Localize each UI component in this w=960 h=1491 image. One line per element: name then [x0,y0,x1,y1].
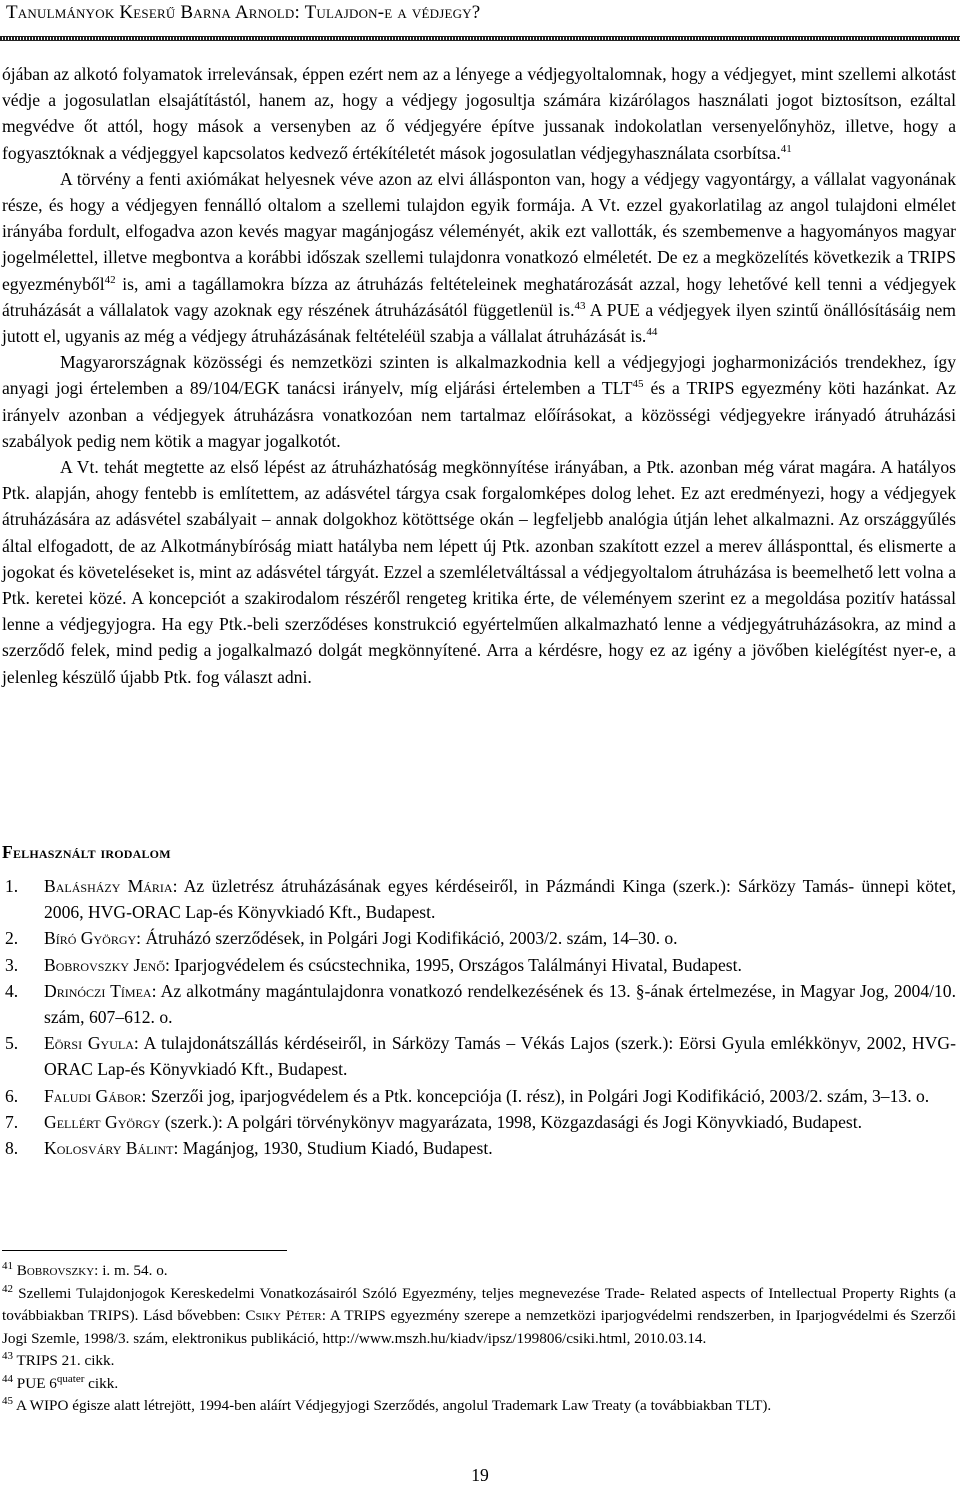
reference-item [2,1083,956,1109]
footnote-ref-43[interactable]: 43 [574,299,586,312]
reference-text: (szerk.): A polgári törvénykönyv magyarázata, 1998, Közgazdasági és Jogi Könyvkiadó, Budapest. [160,1111,863,1132]
running-header [6,2,480,24]
footnote-45 [2,1395,956,1418]
reference-author: Kolosváry Bálint: [44,1138,179,1159]
reference-author: Gellért György [44,1111,161,1132]
footnote-number: 44 [2,1372,13,1385]
footnote-number: 42 [2,1282,13,1295]
reference-item [2,952,956,978]
reference-number: 8. [5,1138,19,1159]
reference-number: 4. [5,980,19,1001]
footnote-text: TRIPS 21. cikk. [13,1352,115,1369]
reference-number: 6. [5,1085,19,1106]
paragraph-4 [2,454,956,690]
footnote-text: i. m. 54. o. [98,1262,168,1279]
reference-item [2,1109,956,1135]
reference-text: A tulajdonátszállás kérdéseiről, in Sárközy Tamás – Vékás Lajos (szerk.): Eörsi Gyula emlékkönyv, 2002, HVG-ORAC Lap-és Könyvkiadó Kft., Budapest. [44,1033,956,1080]
footnote-ref-45[interactable]: 45 [632,378,644,391]
footnote-ref-41[interactable]: 41 [780,142,792,155]
running-title: Tanulmányok Keserű Barna Arnold: Tulajdon-e a védjegy? [6,2,481,23]
paragraph-3-text-b: és a TRIPS egyezmény köti hazánkat. Az irányelv azonban a védjegyek átruházásra vonatkozóan nem tartalmaz előírásokat, a közösségi védjegyekre irányadó átruházási szabályok pedig nem kötik a magyar jogalkotót. [2,378,956,451]
paragraph-2-text-a: A törvény a fenti axiómákat helyesnek véve azon az elvi állásponton van, hogy a védjegy vagyontárgy, a vállalat vagyonának része, és hogy a védjegyen fennálló oltalom a szellemi tulajdon egyik formája. A Vt. ezzel gyakorlatilag az angol tulajdoni elmélet irányába fordult, elfogadva azon kevés magyar magánjogász véleményét, akik ezt vallották, és szembemenve a hagyományos magyar jogelmélettel, illetve megbontva a korábbi időszak szellemi tulajdonra vonatkozó elméletét. De ez a megközelítés következik a TRIPS egyezményből [2,168,956,294]
reference-number: 3. [5,954,19,975]
footnote-text: PUE 6 [13,1374,57,1392]
references-list [2,873,956,1161]
reference-author: Eörsi Gyula: [44,1033,139,1054]
paragraph-3 [2,349,956,454]
footnote-superscript: quater [56,1372,85,1385]
reference-text: Iparjogvédelem és csúcstechnika, 1995, Országos Találmányi Hivatal, Budapest. [169,954,742,975]
reference-author: Bíró György: [44,928,142,949]
paragraph-2-text-b: is, ami a tagállamokra bízza az átruházás feltételeinek meghatározását azzal, hogy lehetővé kell tenni a védjegyek átruházását a vállalatok vagy azoknak egy részének átruházásától függetlenül is. [2,273,956,320]
reference-item [2,978,956,1030]
body-text [2,61,956,690]
footnote-number: 45 [2,1394,13,1407]
reference-text: Átruházó szerződések, in Polgári Jogi Kodifikáció, 2003/2. szám, 14–30. o. [141,928,678,949]
reference-item [2,873,956,925]
footnote-text: Szellemi Tulajdonjogok Kereskedelmi Vonatkozásairól Szóló Egyezmény, teljes megnevezése Trade- Related aspects of Intellectual Property Rights (a továbbiakban TRIPS). Lásd bővebben: [2,1284,956,1324]
footnote-43 [2,1350,956,1373]
reference-author: Bobrovszky Jenő: [44,954,170,975]
footnote-44 [2,1373,956,1396]
footnote-41 [2,1260,956,1283]
footnote-text: A WIPO égisze alatt létrejött, 1994-ben aláírt Védjegyjogi Szerződés, angolul Trademark Law Treaty (a továbbiakban TLT). [13,1397,772,1414]
footnotes [2,1260,956,1418]
footnote-separator [2,1250,287,1251]
paragraph-2-text-c: A PUE a védjegyek ilyen szintű önállósításáig nem jutott el, ugyanis az még a védjegy átruházásának feltételéül szabja a vállalat átruházását is. [2,299,956,347]
references-title: Felhasznált irodalom [2,842,171,862]
footnote-ref-44[interactable]: 44 [646,326,658,339]
footnote-42 [2,1283,956,1351]
reference-number: 5. [5,1033,19,1054]
footnote-text: cikk. [84,1374,119,1392]
paragraph-1-text: ójában az alkotó folyamatok irrelevánsak, éppen ezért nem az a lényege a védjegyoltalomnak, hogy a védjegyet, mint szellemi alkotást védje a jogosulatlan elsajátítástól, hanem az, hogy a védjegy jogosultja számára kizárólagos használati jogot biztosítson, ezáltal megvédve őt attól, hogy mások a versenyben az ő védjegyére építve jussanak indokolatlan versenyelőnyhöz, illetve, hogy a fogyasztóknak a védjeggyel kapcsolatos kedvező értékítéletét mások jogosulatlan védjegyhasználata csorbítsa. [2,64,956,163]
reference-number: 7. [5,1111,19,1132]
reference-item [2,1135,956,1161]
paragraph-4-text: A Vt. tehát megtette az első lépést az átruházhatóság megkönnyítése irányában, a Ptk. azonban még várat magára. A hatályos Ptk. alapján, ahogy fentebb is említettem, az adásvétel tárgya csak forgalomképes dolog lehet. Ez azt eredményezi, hogy a védjegyek átruházására az adásvétel szabályait – annak dolgokhoz kötöttsége okán – legfeljebb analógia útján lehet alkalmazni. Az országgyűlés által elfogadott, de az Alkotmánybíróság miatt hatályba nem lépett új Ptk. azonban szakított ezzel a merev állásponttal, és elismerte a jogokat és követeléseket is, mint az adásvétel tárgyát. Ezzel a szemléletváltással a védjegyoltalom átruházása is beemelhető lett volna a Ptk. keretei közé. A koncepciót a szakirodalom részéről rengeteg kritika érte, de véleményem szerint ez a megoldása pozitív hatással lenne a védjegyjogra. Ha egy Ptk.-beli szerződéses konstrukció egyértelműen alkalmazható lenne a védjegyátruházásokra, az mind a szerződő felek, mind pedig a jogalkalmazó dolgát megkönnyítené. Arra a kérdésre, hogy ez az igény a jövőben kielégítést nyer-e, a jelenleg készülő újabb Ptk. fog választ adni. [2,457,956,687]
paragraph-2 [2,166,956,349]
reference-number: 1. [5,876,19,896]
footnote-ref-42[interactable]: 42 [104,273,116,286]
reference-author: Drinóczi Tímea: [44,980,157,1001]
footnote-number: 41 [2,1259,13,1272]
reference-author: Balásházy Mária: [44,876,178,896]
header-rule [0,36,960,41]
reference-number: 2. [5,928,19,949]
reference-text: Szerzői jog, iparjogvédelem és a Ptk. koncepciója (I. rész), in Polgári Jogi Kodifikáció, 2003/2. szám, 3–13. o. [146,1085,930,1106]
reference-item [2,925,956,951]
paragraph-3-text-a: Magyarországnak közösségi és nemzetközi szinten is alkalmazkodnia kell a védjegyjogi jogharmonizációs trendekhez, így anyagi jogi értelemben a 89/104/EGK tanácsi irányelv, míg eljárási értelemben a TLT [2,352,956,399]
footnote-author: Bobrovszky: [16,1262,99,1279]
reference-text: Az üzletrész átruházásának egyes kérdéseiről, in Pázmándi Kinga (szerk.): Sárközy Tamás- ünnepi kötet, 2006, HVG-ORAC Lap-és Könyvkiadó Kft., Budapest. [44,876,956,923]
page-number: 19 [471,1465,489,1485]
footnote-number: 43 [2,1349,13,1362]
reference-text: Az alkotmány magántulajdonra vonatkozó rendelkezésének és 13. §-ának értelmezése, in Magyar Jog, 2004/10. szám, 607–612. o. [44,980,956,1028]
footnote-text: A TRIPS egyezmény szerepe a nemzetközi iparjogvédelmi rendszerben, in Iparjogvédelmi és Szerzői Jogi Szemle, 1998/3. szám, elektronikus publikáció, http://www.mszh.hu/kiadv/ipsz/199806/csiki.html, 2010.03.14. [2,1307,956,1347]
reference-author: Faludi Gábor: [44,1085,147,1106]
reference-text: Magánjog, 1930, Studium Kiadó, Budapest. [178,1138,493,1159]
footnote-author: Csiky Péter: [245,1307,326,1324]
reference-item [2,1030,956,1082]
paragraph-1 [2,61,956,166]
